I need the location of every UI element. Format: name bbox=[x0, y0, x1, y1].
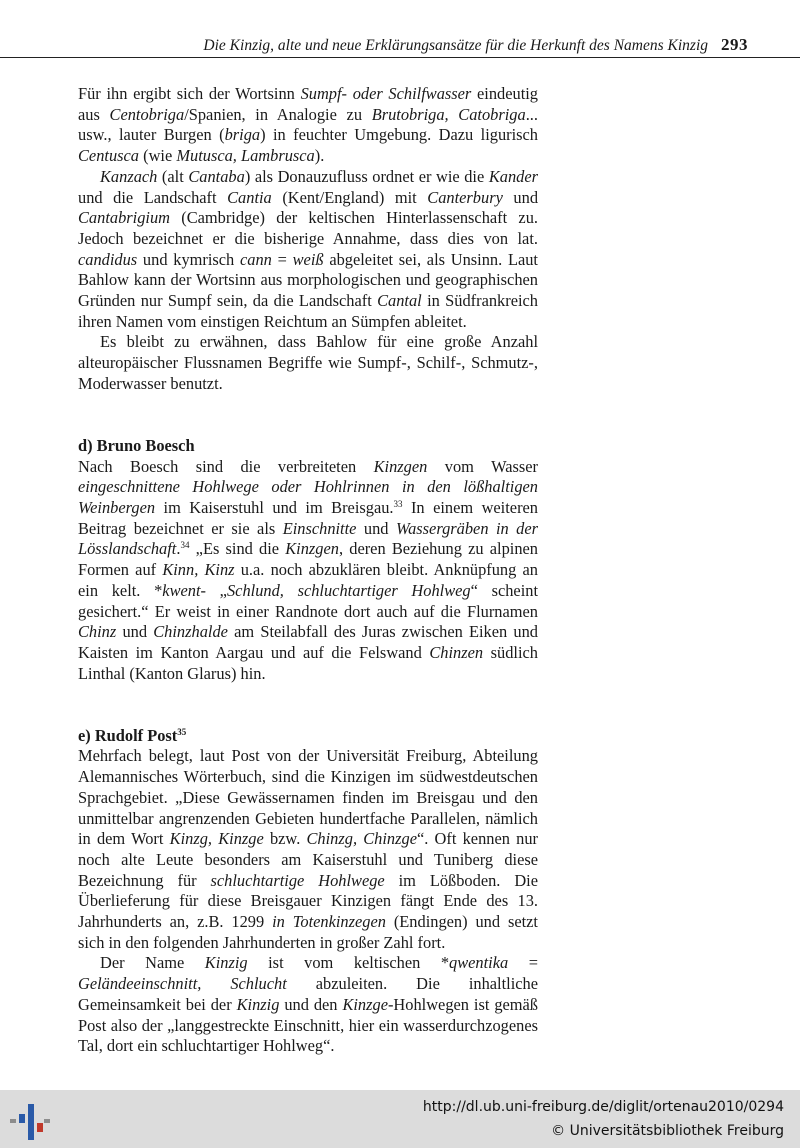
permalink-url[interactable]: http://dl.ub.uni-freiburg.de/diglit/ortenau2010/0294 bbox=[422, 1099, 784, 1115]
footer-bar bbox=[0, 1090, 800, 1148]
section-heading-boesch: d) Bruno Boesch bbox=[78, 435, 195, 455]
header-rule bbox=[0, 57, 800, 58]
paragraph: Für ihn ergibt sich der Wortsinn Sumpf- oder Schilfwasser eindeutig aus Centobriga/Spanien, in Analogie zu Brutobriga, Catobriga... usw., lauter Burgen (briga) in feuchter Umgebung. Dazu ligurisch Centusca (wie Mutusca, Lambrusca). bbox=[78, 84, 539, 166]
paragraph: Es bleibt zu erwähnen, dass Bahlow für eine große Anzahl alteuropäischer Flussnamen Begriffe wie Sumpf-, Schilf-, Schmutz-, Moderwasser benutzt. bbox=[78, 332, 538, 393]
paragraph: Nach Boesch sind die verbreiteten Kinzgen vom Wasser eingeschnittene Hohlwege oder Hohlrinnen in den lößhaltigen Weinbergen im Kaiserstuhl und im Breisgau.$^{33}$ In einem weiteren Beitrag bezeichnet er sie als Einschnitte und Wassergräben in der Lösslandschaft.$^{34}$ „Es sind die Kinzgen, deren Beziehung zu alpinen Formen auf Kinn, Kinz u.a. noch abzuklären bleibt. Anknüpfung an ein kelt. *kwent- „Schlund, schluchtartiger Hohlweg“ scheint gesichert.“ Er weist in einer Randnote dort auch auf die Flurnamen Chinz und Chinzhalde am Steilabfall des Juras zwischen Eiken und Kaisten im Kanton Aargau und auf die Felswand Chinzen südlich Linthal (Kanton Glarus) hin. bbox=[78, 456, 539, 683]
body-text bbox=[78, 84, 538, 1057]
running-header-title: Die Kinzig, alte und neue Erklärungsansätze für die Herkunft des Namens Kinzig bbox=[203, 37, 708, 54]
page-header bbox=[0, 36, 800, 60]
copyright-notice: © Universitätsbibliothek Freiburg bbox=[551, 1123, 784, 1139]
paragraph: Der Name Kinzig ist vom keltischen *qwentika = Geländeeinschnitt, Schlucht abzuleiten. Die inhaltliche Gemeinsamkeit bei der Kinzig und den Kinzge-Hohlwegen ist gemäß Post also der „langgestreckte Einschnitt, hier ein wasserdurchzogenes Tal, dort ein schluchtartiger Hohlweg“. bbox=[78, 953, 539, 1056]
section-heading-post: e) Rudolf Post$^{35}$ bbox=[78, 725, 187, 745]
page-number: 293 bbox=[721, 35, 748, 54]
paragraph: Mehrfach belegt, laut Post von der Universität Freiburg, Abteilung Alemannisches Wörterbuch, sind die Kinzigen im südwestdeutschen Sprachgebiet. „Diese Gewässernamen finden im Breisgau und den unmittelbar angrenzenden Gebieten hundertfache Parallelen, nämlich in dem Wort Kinzg, Kinzge bzw. Chinzg, Chinzge“. Oft kennen nur noch alte Leute besonders am Kaiserstuhl und Tuniberg diese Bezeichnung für schluchtartige Hohlwege im Lößboden. Die Überlieferung für diese Breisgauer Kinzigen fängt Ende des 13. Jahrhunderts an, z.B. 1299 in Totenkinzegen (Endingen) und setzt sich in den folgenden Jahrhunderten in großer Zahl fort. bbox=[78, 746, 538, 952]
ub-freiburg-logo-icon bbox=[10, 1102, 50, 1142]
paragraph: Kanzach (alt Cantaba) als Donauzufluss ordnet er wie die Kander und die Landschaft Cantia (Kent/England) mit Canterbury und Cantabrigium (Cambridge) der keltischen Hinterlassenschaft zu. Jedoch bezeichnet er die bisherige Annahme, dass dies von lat. candidus und kymrisch cann = weiß abgeleitet sei, als Unsinn. Laut Bahlow kann der Wortsinn aus morphologischen und geographischen Gründen nur Sumpf sein, da die Landschaft Cantal in Südfrankreich ihren Namen vom einstigen Reichtum an Sümpfen ableitet. bbox=[78, 166, 539, 331]
